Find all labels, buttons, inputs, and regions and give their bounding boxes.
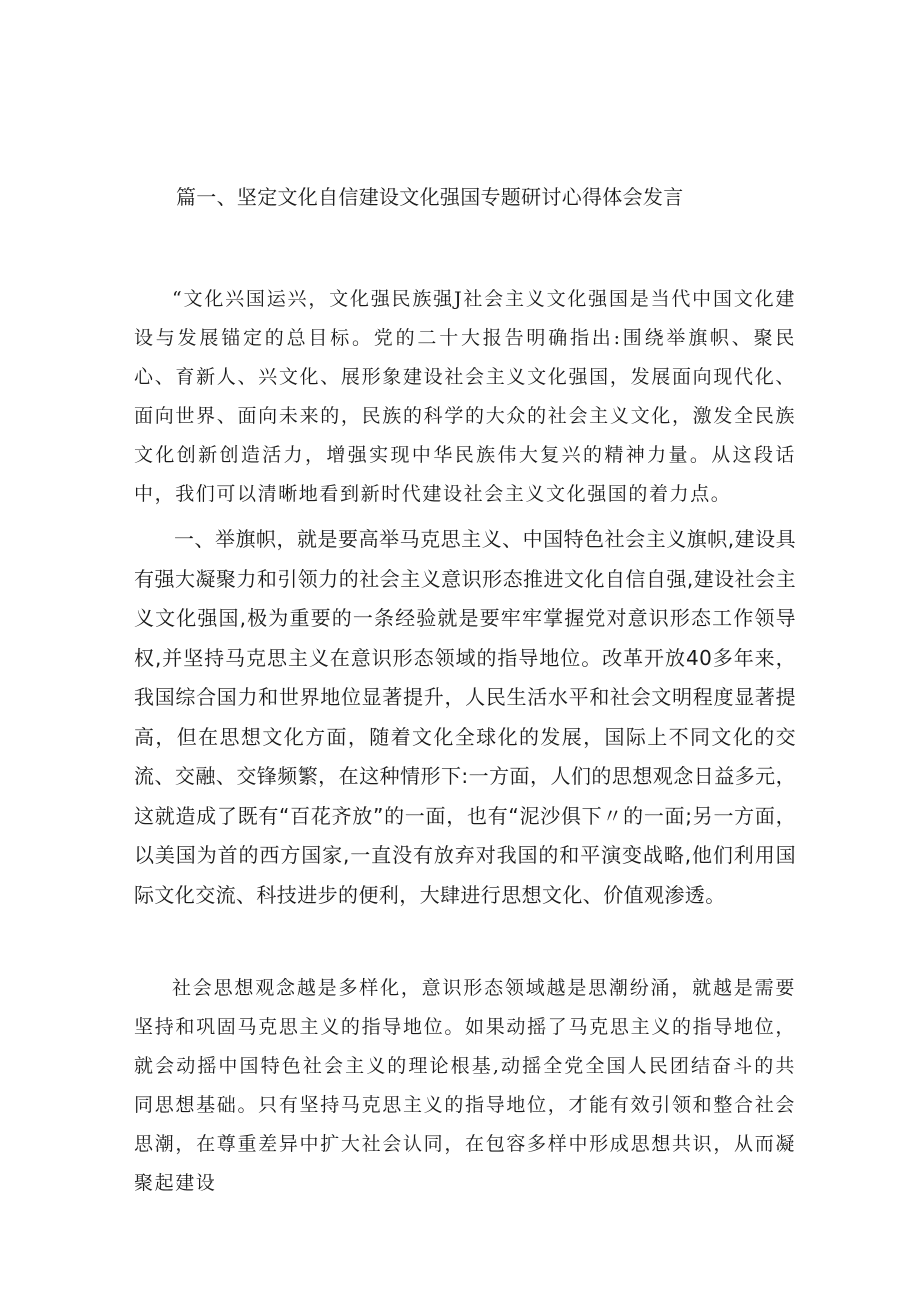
paragraph-intro: “文化兴国运兴，文化强民族强J社会主义文化强国是当代中国文化建设与发展锚定的总目标。党的二十大报告明确指出:围绕举旗帜、聚民心、育新人、兴文化、展形象建设社会主义文化强国，发展面向现代化、面向世界、面向未来的，民族的科学的大众的社会主义文化，激发全民族文化创新创造活力，增强实现中华民族伟大复兴的精神力量。从这段话中，我们可以清晰地看到新时代建设社会主义文化强国的着力点。	[134, 288, 796, 505]
document-title: 篇一、坚定文化自信建设文化强国专题研讨心得体会发言	[176, 185, 684, 209]
paragraph-ideology-diversity: 社会思想观念越是多样化，意识形态领域越是思潮纷涌，就越是需要坚持和巩固马克思主义的指导地位。如果动摇了马克思主义的指导地位，就会动摇中国特色社会主义的理论根基,动摇全党全国人民团结奋斗的共同思想基础。只有坚持马克思主义的指导地位，才能有效引领和整合社会思潮，在尊重差异中扩大社会认同，在包容多样中形成思想共识，从而凝聚起建设	[134, 977, 796, 1194]
paragraph-raise-banner: 一、举旗帜，就是要高举马克思主义、中国特色社会主义旗帜,建设具有强大凝聚力和引领力的社会主义意识形态推进文化自信自强,建设社会主义文化强国,极为重要的一条经验就是要牢牢掌握党对意识形态工作领导权,并坚持马克思主义在意识形态领域的指导地位。改革开放40多年来，我国综合国力和世界地位显著提升，人民生活水平和社会文明程度显著提高，但在思想文化方面，随着文化全球化的发展，国际上不同文化的交流、交融、交锋频繁，在这种情形下:一方面，人们的思想观念日益多元，这就造成了既有“百花齐放”的一面，也有“泥沙俱下〃的一面;另一方面，以美国为首的西方国家,一直没有放弃对我国的和平演变战略,他们利用国际文化交流、科技进步的便利，大肆进行思想文化、价值观渗透。	[134, 527, 796, 907]
